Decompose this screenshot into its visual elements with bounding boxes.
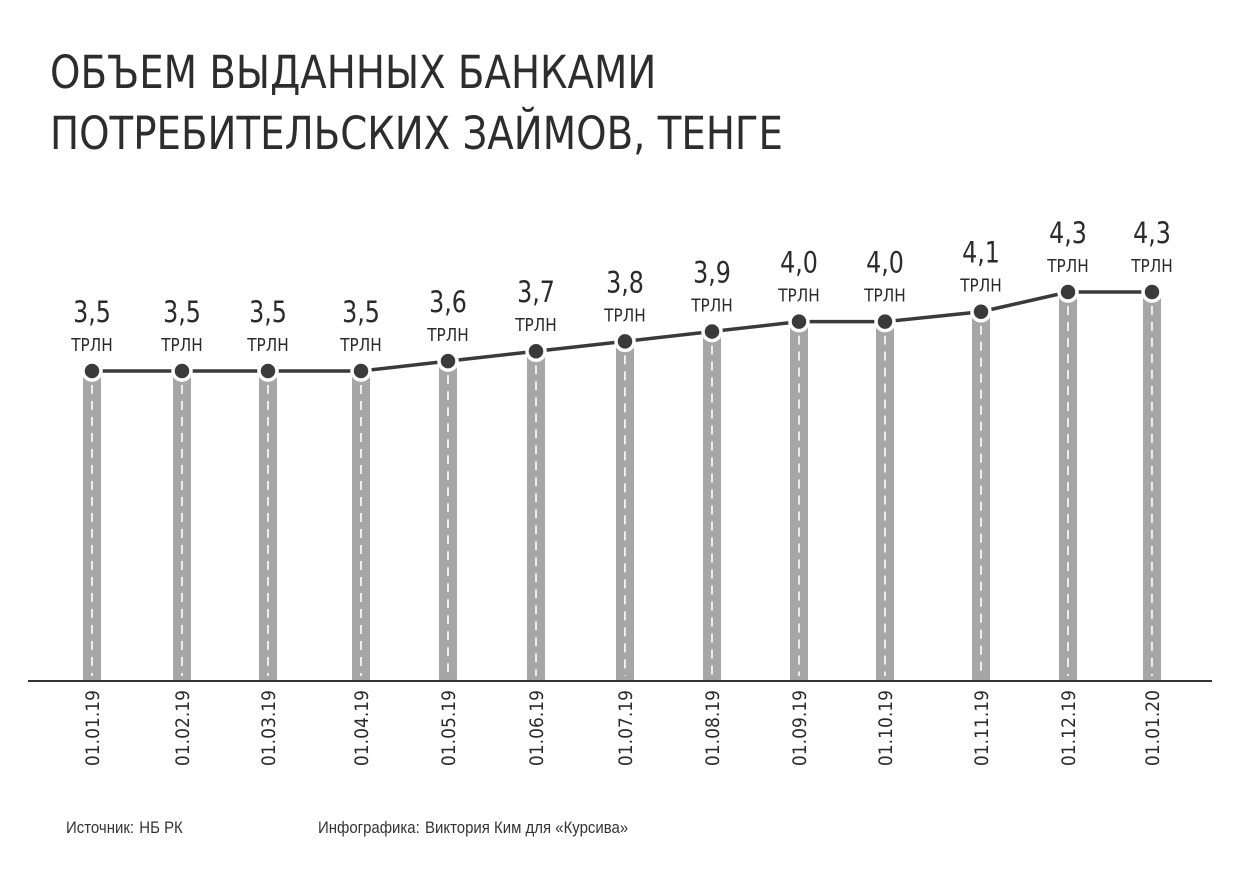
credit-value: Виктория Ким для «Курсива» (425, 818, 629, 837)
source-value: НБ РК (139, 818, 183, 837)
x-tick-label: 01.01.20 (1142, 690, 1165, 767)
data-point (173, 362, 191, 380)
data-point (703, 323, 721, 341)
x-tick-label: 01.02.19 (172, 690, 195, 767)
data-label: 4,3 (1049, 216, 1087, 251)
unit-label: ТРЛН (71, 333, 113, 356)
unit-label: ТРЛН (604, 304, 646, 326)
bar (972, 312, 990, 680)
unit-label: ТРЛН (247, 333, 289, 356)
data-label: 4,1 (962, 236, 1000, 271)
data-label: 4,0 (780, 246, 818, 281)
data-label: 3,5 (73, 295, 111, 330)
x-tick-label: 01.03.19 (258, 690, 281, 767)
chart-title-line-1: ОБЪЕМ ВЫДАННЫХ БАНКАМИ (50, 46, 657, 99)
data-label: 4,3 (1133, 216, 1171, 251)
x-tick-label: 01.01.19 (82, 690, 105, 767)
data-label: 3,5 (249, 295, 287, 330)
unit-label: ТРЛН (960, 274, 1002, 297)
unit-label: ТРЛН (515, 314, 557, 336)
x-tick-label: 01.04.19 (351, 690, 374, 767)
source-note (66, 818, 183, 838)
data-point (439, 352, 457, 370)
x-tick-label: 01.12.19 (1058, 690, 1081, 767)
data-label: 3,8 (606, 266, 644, 301)
data-point (876, 313, 894, 331)
data-point (972, 303, 990, 321)
unit-label: ТРЛН (1047, 254, 1089, 277)
unit-label: ТРЛН (778, 284, 820, 306)
data-point (352, 362, 370, 380)
unit-label: ТРЛН (427, 323, 469, 346)
data-point (1143, 283, 1161, 301)
data-point (527, 342, 545, 360)
data-label: 3,5 (342, 295, 380, 330)
unit-label: ТРЛН (340, 333, 382, 356)
data-label: 3,5 (163, 295, 201, 330)
data-label: 3,9 (693, 256, 731, 291)
data-label: 3,7 (517, 276, 555, 310)
unit-label: ТРЛН (864, 284, 906, 306)
data-point (1059, 283, 1077, 301)
data-label: 4,0 (866, 246, 904, 281)
chart-title-line-2: ПОТРЕБИТЕЛЬСКИХ ЗАЙМОВ, ТЕНГЕ (50, 107, 783, 160)
source-label: Источник: (66, 818, 135, 837)
x-tick-label: 01.07.19 (615, 690, 638, 767)
unit-label: ТРЛН (691, 294, 733, 316)
unit-label: ТРЛН (161, 333, 203, 356)
data-point (259, 362, 277, 380)
x-tick-label: 01.08.19 (702, 690, 725, 767)
data-point (790, 313, 808, 331)
data-label: 3,6 (429, 285, 467, 320)
data-point (616, 332, 634, 350)
credit-note (318, 818, 628, 838)
x-tick-label: 01.05.19 (438, 690, 461, 767)
data-point (83, 362, 101, 380)
credit-label: Инфографика: (318, 818, 420, 837)
unit-label: ТРЛН (1131, 254, 1173, 277)
x-tick-label: 01.09.19 (789, 690, 812, 767)
x-tick-label: 01.10.19 (875, 690, 898, 767)
x-tick-label: 01.06.19 (526, 690, 549, 767)
x-tick-label: 01.11.19 (971, 690, 994, 767)
